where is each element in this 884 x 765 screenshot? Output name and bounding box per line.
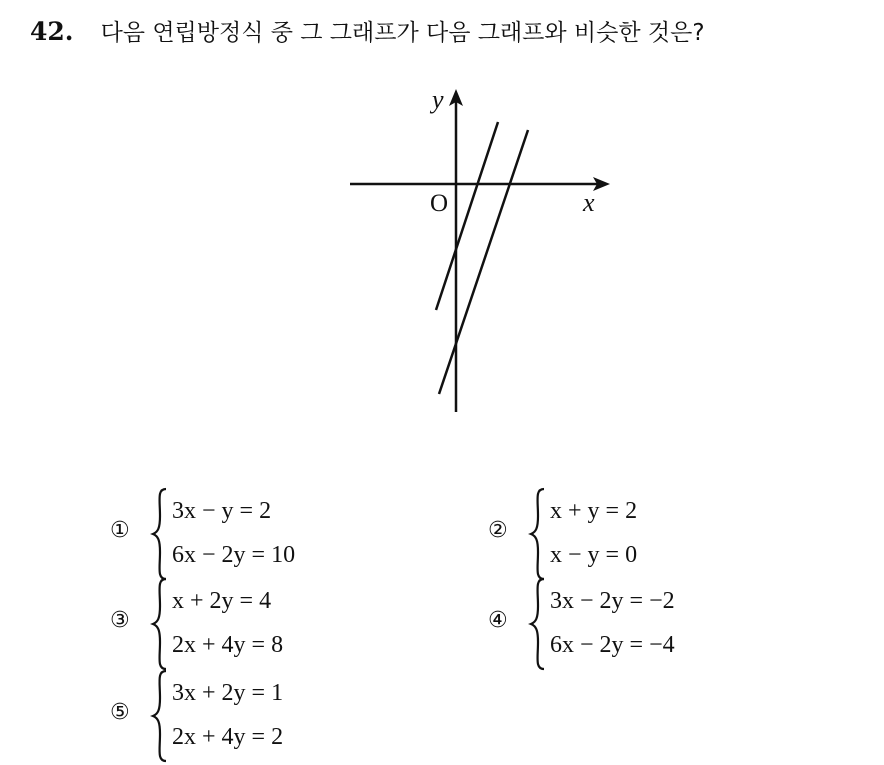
x-axis-label: x (583, 188, 595, 217)
option-5-marker: ⑤ (110, 700, 130, 725)
question-text: 다음 연립방정식 중 그 그래프가 다음 그래프와 비슷한 것은? (100, 20, 705, 46)
origin-label: O (430, 190, 449, 217)
brace-icon (150, 576, 170, 672)
option-3-marker: ③ (110, 608, 130, 633)
option-3-equation-1: x + 2y = 4 (172, 588, 272, 614)
option-2-equation-1: x + y = 2 (550, 498, 638, 524)
option-5-equation-1: 3x + 2y = 1 (172, 680, 284, 706)
y-axis-label: y (432, 85, 444, 114)
brace-icon (150, 668, 170, 764)
option-1-equation-2: 6x − 2y = 10 (172, 542, 296, 568)
option-4-equation-1: 3x − 2y = −2 (550, 588, 675, 614)
option-2-equation-2: x − y = 0 (550, 542, 638, 568)
brace-icon (528, 486, 548, 582)
option-1-equation-1: 3x − y = 2 (172, 498, 272, 524)
option-1-marker: ① (110, 518, 130, 543)
option-3-equation-2: 2x + 4y = 8 (172, 632, 284, 658)
option-5-equation-2: 2x + 4y = 2 (172, 724, 284, 750)
option-2-marker: ② (488, 518, 508, 543)
question-number: 42. (30, 17, 74, 46)
option-4-marker: ④ (488, 608, 508, 633)
option-4-equation-2: 6x − 2y = −4 (550, 632, 675, 658)
brace-icon (150, 486, 170, 582)
brace-icon (528, 576, 548, 672)
